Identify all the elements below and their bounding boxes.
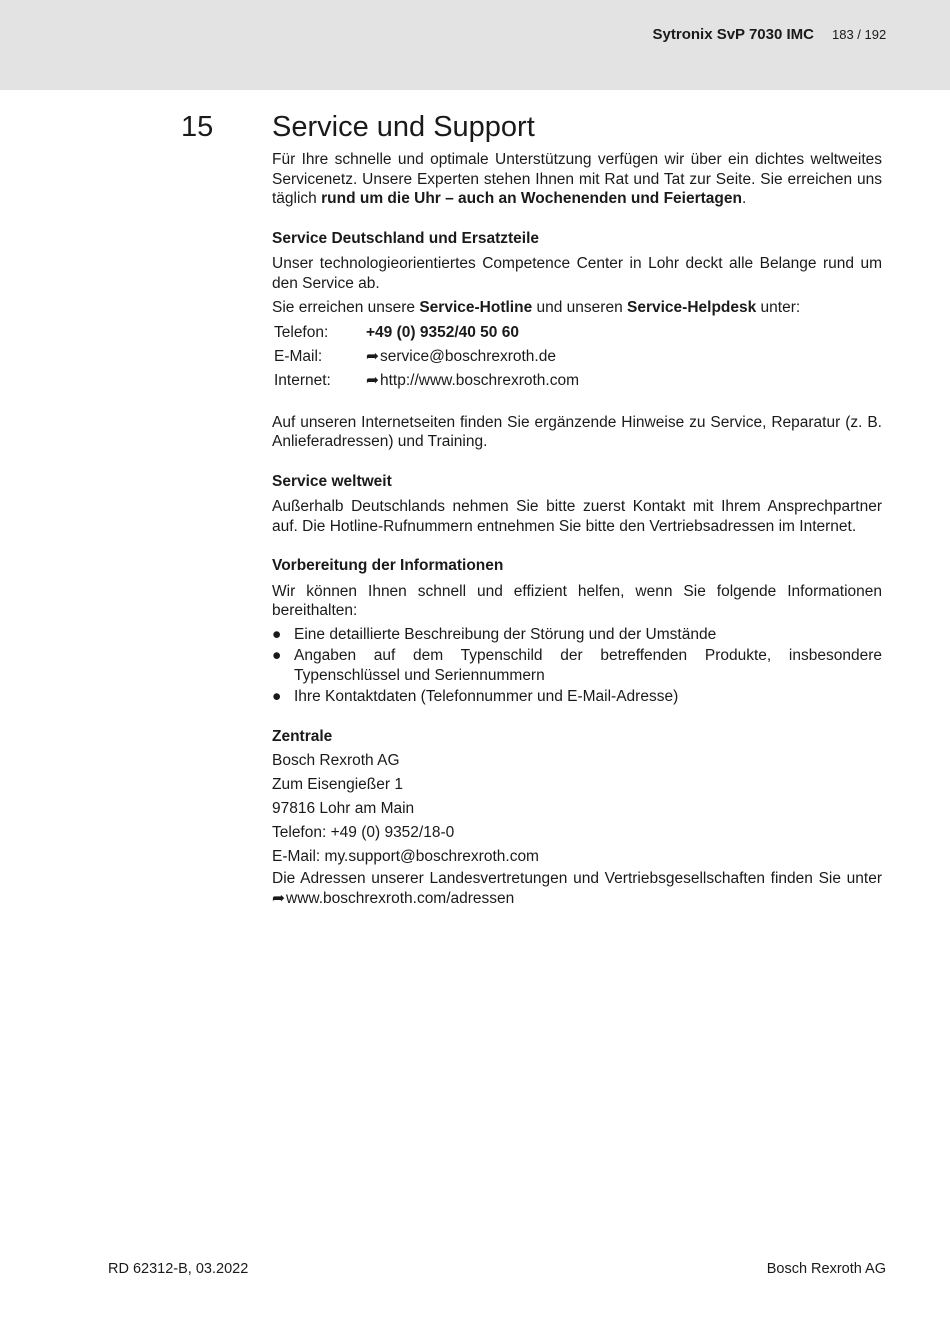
link-arrow-icon: ➦ bbox=[272, 889, 285, 907]
list-item-text: Angaben auf dem Typenschild der betreffenden Produkte, insbesondere Typenschlüssel und Seriennummern bbox=[294, 647, 882, 684]
hotline-phone-number: +49 (0) 9352/40 50 60 bbox=[366, 323, 519, 341]
service-email-link[interactable] bbox=[364, 345, 581, 369]
germany-para2-text: unter: bbox=[756, 299, 801, 316]
contact-label: Telefon: bbox=[274, 323, 329, 341]
contact-row-phone bbox=[272, 321, 581, 345]
list-item bbox=[272, 646, 882, 685]
main-content bbox=[272, 150, 882, 908]
requirements-list bbox=[272, 625, 882, 707]
link-arrow-icon: ➦ bbox=[366, 347, 379, 365]
document-reference: RD 62312-B, 03.2022 bbox=[108, 1261, 249, 1277]
website-link[interactable] bbox=[364, 369, 581, 393]
addresses-link[interactable] bbox=[272, 890, 514, 907]
germany-paragraph-1: Unser technologieorientiertes Competence Center in Lohr deckt alle Belange rund um den Service ab. bbox=[272, 255, 882, 292]
central-city: 97816 Lohr am Main bbox=[272, 800, 415, 817]
service-helpdesk-label: Service-Helpdesk bbox=[627, 299, 757, 316]
intro-period: . bbox=[741, 190, 747, 207]
website-text: http://www.boschrexroth.com bbox=[380, 371, 579, 389]
service-hotline-label: Service-Hotline bbox=[419, 299, 533, 316]
list-item-text: Ihre Kontaktdaten (Telefonnummer und E-Mail-Adresse) bbox=[294, 688, 679, 705]
germany-paragraph-2 bbox=[272, 298, 882, 318]
addresses-link-text: www.boschrexroth.com/adressen bbox=[286, 889, 515, 907]
heading-central: Zentrale bbox=[272, 727, 333, 745]
bullet-icon: ● bbox=[272, 688, 282, 705]
closing-text: Die Adressen unserer Landesvertretungen und Vertriebsgesellschaften finden Sie unter bbox=[272, 870, 882, 887]
preparation-paragraph: Wir können Ihnen schnell und effizient helfen, wenn Sie folgende Informationen bereithalten: bbox=[272, 582, 882, 619]
product-title: Sytronix SvP 7030 IMC bbox=[652, 26, 814, 43]
heading-service-germany: Service Deutschland und Ersatzteile bbox=[272, 229, 540, 247]
contact-row-internet bbox=[272, 369, 581, 393]
footer-company: Bosch Rexroth AG bbox=[766, 1261, 886, 1277]
page-header bbox=[0, 0, 950, 90]
worldwide-paragraph: Außerhalb Deutschlands nehmen Sie bitte zuerst Kontakt mit Ihrem Ansprechpartner auf. Die Hotline-Rufnummern entnehmen Sie bitte den Vertriebsadressen im Internet. bbox=[272, 498, 882, 535]
heading-service-worldwide: Service weltweit bbox=[272, 472, 392, 490]
chapter-number: 15 bbox=[181, 111, 214, 143]
central-company: Bosch Rexroth AG bbox=[272, 752, 400, 769]
contact-label: Internet: bbox=[274, 371, 331, 389]
closing-paragraph bbox=[272, 869, 882, 908]
central-email: E-Mail: my.support@boschrexroth.com bbox=[272, 848, 539, 865]
list-item bbox=[272, 625, 882, 645]
germany-para2-text: und unseren bbox=[532, 299, 627, 316]
page-number: 183 / 192 bbox=[832, 27, 887, 42]
germany-paragraph-3: Auf unseren Internetseiten finden Sie ergänzende Hinweise zu Service, Reparatur (z. B. Anlieferadressen) und Training. bbox=[272, 413, 882, 450]
intro-text: Für Ihre schnelle und optimale Unterstützung verfügen wir über ein dichtes weltweites Servicenetz. Unsere Experten stehen Ihnen mit Rat und Tat zur Seite. Sie erreichen uns täglich bbox=[272, 151, 882, 207]
intro-paragraph bbox=[272, 150, 882, 209]
link-arrow-icon: ➦ bbox=[366, 371, 379, 389]
service-email-text: service@boschrexroth.de bbox=[380, 347, 556, 365]
central-phone: Telefon: +49 (0) 9352/18-0 bbox=[272, 824, 455, 841]
central-street: Zum Eisengießer 1 bbox=[272, 776, 403, 793]
list-item-text: Eine detaillierte Beschreibung der Störung und der Umstände bbox=[294, 625, 717, 643]
list-item bbox=[272, 687, 882, 707]
bullet-icon: ● bbox=[272, 625, 282, 643]
contact-row-email bbox=[272, 345, 581, 369]
heading-preparation: Vorbereitung der Informationen bbox=[272, 557, 504, 574]
intro-emphasis: rund um die Uhr – auch an Wochenenden und Feiertagen bbox=[321, 190, 742, 207]
chapter-title: Service und Support bbox=[272, 111, 535, 143]
contact-table bbox=[272, 321, 581, 393]
contact-label: E-Mail: bbox=[274, 347, 323, 365]
germany-para2-text: Sie erreichen unsere bbox=[272, 299, 420, 316]
bullet-icon: ● bbox=[272, 647, 282, 664]
